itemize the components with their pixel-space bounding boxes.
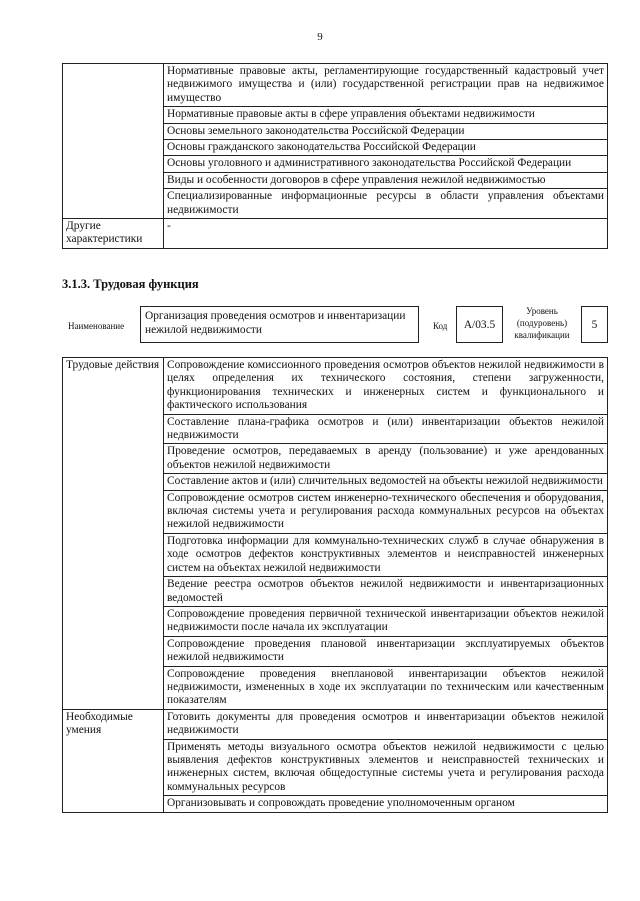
function-name-box: Организация проведения осмотров и инвентаризации нежилой недвижимости <box>140 306 419 343</box>
row-text: Основы уголовного и административного законодательства Российской Федерации <box>164 156 608 172</box>
row-text: Специализированные информационные ресурсы в области управления объектами недвижимости <box>164 189 608 219</box>
code-label: Код <box>433 321 448 331</box>
row-text: Нормативные правовые акты в сфере управления объектами недвижимости <box>164 107 608 123</box>
row-text: Сопровождение осмотров систем инженерно-технического обеспечения и оборудования, включая системы учета и регулирования расхода коммунальных ресурсов на объектах нежилой недвижимости <box>164 490 608 533</box>
row-text: Сопровождение комиссионного проведения осмотров объектов нежилой недвижимости в целях определения их технического состояния, степени загруженности, функционирования технических и инженерных систем и функционального и фактического использования <box>164 358 608 415</box>
page-number: 9 <box>317 31 323 43</box>
row-text: Нормативные правовые акты, регламентирующие государственный кадастровый учет недвижимого имущества и (или) государственной регистрации прав на недвижимое имущество <box>164 64 608 107</box>
row-text: Организовывать и сопровождать проведение уполномоченным органом <box>164 796 608 812</box>
row-text: Готовить документы для проведения осмотров и инвентаризации объектов нежилой недвижимости <box>164 709 608 739</box>
row-text: Подготовка информации для коммунально-технических служб в случае обнаружения в ходе осмотров дефектов конструктивных элементов и неисправностей инженерных систем на объектах нежилой недвижимости <box>164 533 608 576</box>
table-row <box>63 709 608 739</box>
row-text: Основы гражданского законодательства Российской Федерации <box>164 140 608 156</box>
row-text: Применять методы визуального осмотра объектов нежилой недвижимости с целью выявления дефектов конструктивных элементов и неисправностей технических и инженерных систем, включая общедоступные системы учета и регулирования расхода коммунальных ресурсов <box>164 739 608 796</box>
table-row <box>63 219 608 249</box>
row-text: Основы земельного законодательства Российской Федерации <box>164 123 608 139</box>
row-text: Сопровождение проведения плановой инвентаризации эксплуатируемых объектов нежилой недвижимости <box>164 636 608 666</box>
code-box: А/03.5 <box>456 306 503 343</box>
row-text: Проведение осмотров, передаваемых в аренду (пользование) и уже арендованных объектов нежилой недвижимости <box>164 444 608 474</box>
row-label <box>63 64 164 219</box>
row-text: Сопровождение проведения внеплановой инвентаризации объектов нежилой недвижимости, измененных в ходе их эксплуатации по техническим или качественным показателям <box>164 666 608 709</box>
knowledge-table <box>62 63 608 249</box>
row-text: Виды и особенности договоров в сфере управления нежилой недвижимостью <box>164 172 608 188</box>
row-text: Составление актов и (или) сличительных ведомостей на объекты нежилой недвижимости <box>164 474 608 490</box>
table-row <box>63 358 608 415</box>
table-row <box>63 64 608 107</box>
row-label-other-characteristics: Другие характеристики <box>63 219 164 249</box>
section-heading: 3.1.3. Трудовая функция <box>62 277 199 291</box>
row-text: Составление плана-графика осмотров и (или) инвентаризации объектов нежилой недвижимости <box>164 414 608 444</box>
row-text: Ведение реестра осмотров объектов нежилой недвижимости и инвентаризационных ведомостей <box>164 577 608 607</box>
row-label-required-skills: Необходимые умения <box>63 709 164 812</box>
name-label: Наименование <box>68 321 125 331</box>
row-text: Сопровождение проведения первичной технической инвентаризации объектов нежилой недвижимости после начала их эксплуатации <box>164 606 608 636</box>
qualification-level-label: Уровень (подуровень) квалификации <box>514 306 570 340</box>
row-text: - <box>164 219 608 249</box>
row-label-labor-actions: Трудовые действия <box>63 358 164 710</box>
qualification-level-box: 5 <box>581 306 608 343</box>
labor-function-table <box>62 357 608 813</box>
